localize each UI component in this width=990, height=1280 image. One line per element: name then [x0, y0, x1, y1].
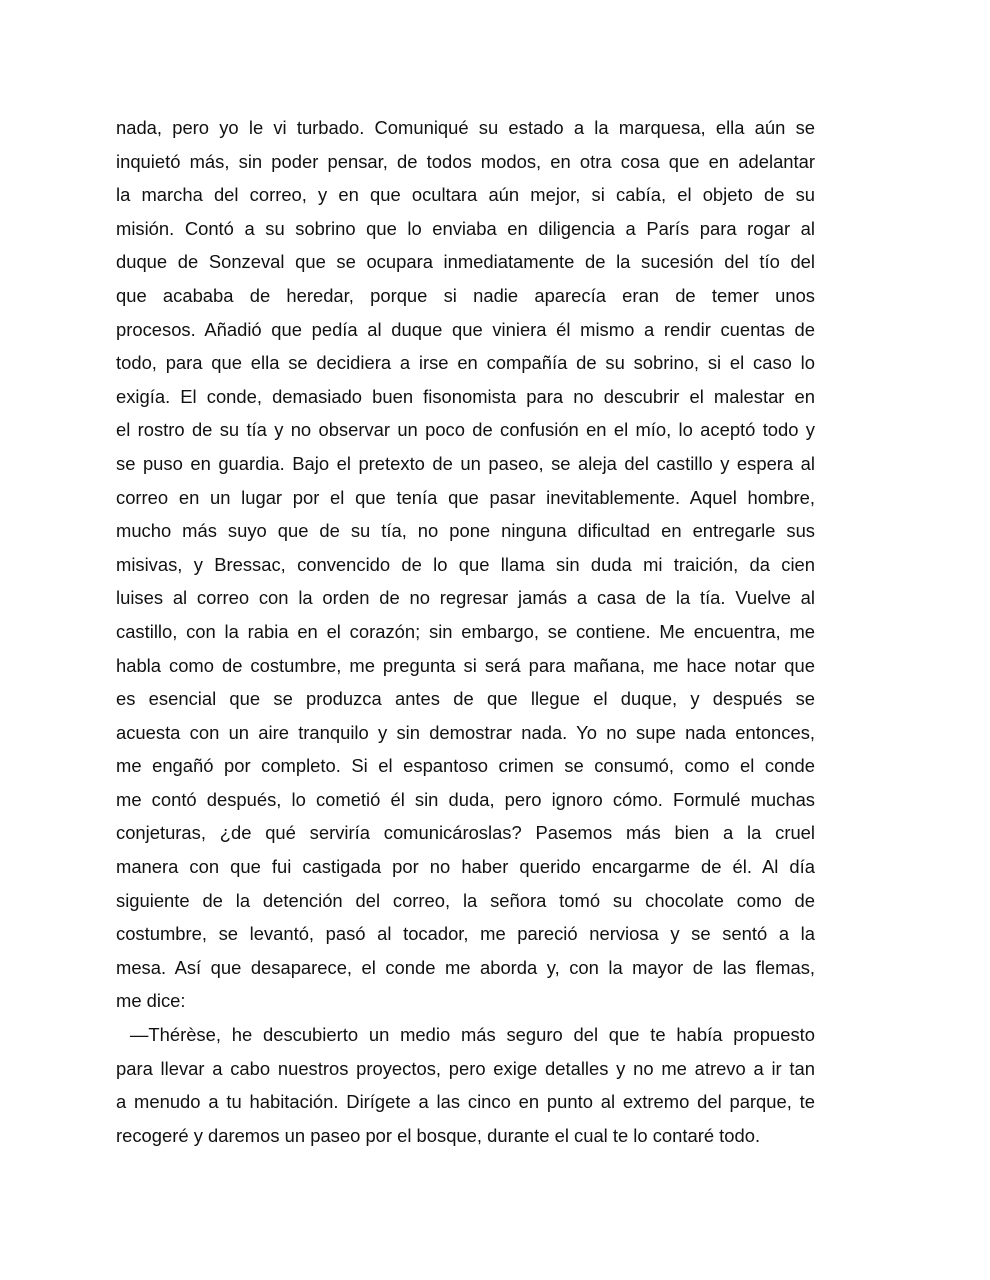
text-line: mucho más suyo que de su tía, no pone ninguna dificultad en entregarle sus	[116, 520, 815, 542]
text-line: misión. Contó a su sobrino que lo enviaba en diligencia a París para rogar al	[116, 217, 815, 239]
text-line: todo, para que ella se decidiera a irse en compañía de su sobrino, si el caso lo	[116, 352, 815, 374]
text-line: para llevar a cabo nuestros proyectos, pero exige detalles y no me atrevo a ir tan	[116, 1057, 815, 1079]
text-line: recogeré y daremos un paseo por el bosque, durante el cual te lo contaré todo.	[116, 1124, 761, 1146]
text-line: me engañó por completo. Si el espantoso crimen se consumó, como el conde	[116, 755, 815, 777]
text-line: castillo, con la rabia en el corazón; sin embargo, se contiene. Me encuentra, me	[116, 620, 815, 642]
text-line: me dice:	[116, 990, 186, 1012]
text-line: habla como de costumbre, me pregunta si será para mañana, me hace notar que	[116, 654, 815, 676]
text-line: siguiente de la detención del correo, la señora tomó su chocolate como de	[116, 889, 815, 911]
text-line: a menudo a tu habitación. Dirígete a las cinco en punto al extremo del parque, te	[116, 1091, 815, 1113]
text-line: correo en un lugar por el que tenía que pasar inevitablemente. Aquel hombre,	[116, 486, 815, 508]
text-line: el rostro de su tía y no observar un poco de confusión en el mío, lo aceptó todo y	[116, 419, 815, 441]
text-line: exigía. El conde, demasiado buen fisonomista para no descubrir el malestar en	[116, 385, 815, 407]
text-line: costumbre, se levantó, pasó al tocador, me pareció nerviosa y se sentó a la	[116, 923, 815, 945]
text-line: luises al correo con la orden de no regresar jamás a casa de la tía. Vuelve al	[116, 587, 815, 609]
text-line: inquietó más, sin poder pensar, de todos modos, en otra cosa que en adelantar	[116, 150, 815, 172]
text-line: misivas, y Bressac, convencido de lo que llama sin duda mi traición, da cien	[116, 553, 815, 575]
text-line: que acababa de heredar, porque si nadie aparecía eran de temer unos	[116, 284, 815, 306]
text-line: —Thérèse, he descubierto un medio más seguro del que te había propuesto	[130, 1024, 815, 1046]
text-line: es esencial que se produzca antes de que llegue el duque, y después se	[116, 688, 815, 710]
text-line: me contó después, lo cometió él sin duda, pero ignoro cómo. Formulé muchas	[116, 788, 815, 810]
text-line: la marcha del correo, y en que ocultara aún mejor, si cabía, el objeto de su	[116, 184, 815, 206]
text-line: duque de Sonzeval que se ocupara inmediatamente de la sucesión del tío del	[116, 251, 815, 273]
paragraph-narration	[116, 111, 815, 1018]
text-line: acuesta con un aire tranquilo y sin demostrar nada. Yo no supe nada entonces,	[116, 721, 815, 743]
text-line: procesos. Añadió que pedía al duque que viniera él mismo a rendir cuentas de	[116, 318, 815, 340]
text-line: se puso en guardia. Bajo el pretexto de un paseo, se aleja del castillo y espera al	[116, 452, 815, 474]
paragraph-dialogue	[116, 1018, 815, 1152]
text-line: mesa. Así que desaparece, el conde me aborda y, con la mayor de las flemas,	[116, 956, 815, 978]
text-line: nada, pero yo le vi turbado. Comuniqué su estado a la marquesa, ella aún se	[116, 117, 815, 138]
document-page	[116, 111, 815, 1152]
text-line: manera con que fui castigada por no haber querido encargarme de él. Al día	[116, 856, 815, 878]
text-line: conjeturas, ¿de qué serviría comunicároslas? Pasemos más bien a la cruel	[116, 822, 815, 844]
